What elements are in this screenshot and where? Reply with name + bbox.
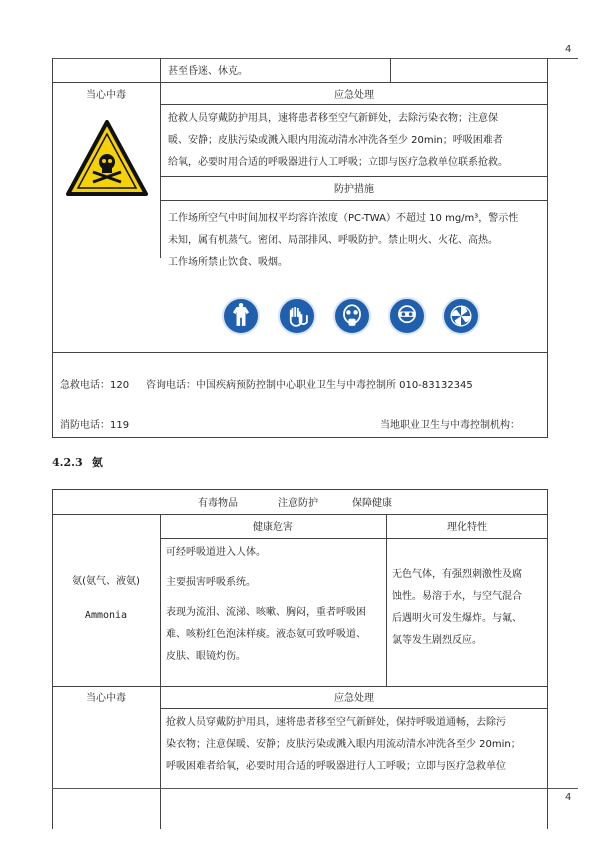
protect-header: 防护措施 xyxy=(334,184,374,195)
banner-health: 保障健康 xyxy=(352,498,392,509)
rule xyxy=(160,104,548,105)
emergency-text xyxy=(168,108,508,174)
banner-toxic: 有毒物品 xyxy=(198,498,238,509)
rule xyxy=(160,200,548,201)
health-line: 可经呼吸道进入人体。 xyxy=(166,547,266,558)
local-agency: 当地职业卫生与中毒控制机构： xyxy=(380,420,520,431)
protect-line: 工作场所禁止饮食、吸烟。 xyxy=(168,257,288,268)
health-line: 表现为流泪、流涕、咳嗽、胸闷，重者呼吸困 xyxy=(166,607,366,618)
props-text xyxy=(392,564,522,652)
page-number-bottom: 4 xyxy=(565,792,572,803)
health-header: 健康危害 xyxy=(253,522,293,533)
protect-text xyxy=(168,208,518,274)
section-title: 氨 xyxy=(91,456,103,469)
goggles-icon xyxy=(388,297,426,335)
health-line: 主要损害呼吸系统。 xyxy=(166,577,256,588)
props-header: 理化特性 xyxy=(447,522,487,533)
emergency-line: 呼吸困难者给氧，必要时用合适的呼吸器进行人工呼吸；立即与医疗急救单位 xyxy=(166,761,506,772)
fire-phone: 消防电话：119 xyxy=(60,420,130,431)
emergency-header-2: 应急处理 xyxy=(334,693,374,704)
props-line: 无色气体，有强烈刺激性及腐 xyxy=(392,569,522,580)
rule xyxy=(160,708,548,709)
col-divider xyxy=(160,514,161,829)
cont-text: 甚至昏迷、休克。 xyxy=(168,66,248,77)
protective-gloves-icon xyxy=(278,297,316,335)
prev-table-row-rule xyxy=(52,82,548,83)
health-text xyxy=(166,542,366,668)
protect-line: 工作场所空气中时间加权平均容许浓度（PC-TWA）不超过 10 mg/m³，警示性 xyxy=(168,213,519,224)
props-line: 氯等发生剧烈反应。 xyxy=(392,635,482,646)
col-divider xyxy=(386,514,387,686)
emergency-line: 染衣物；注意保暖、安静；皮肤污染或溅入眼内用流动清水冲洗各至少 20min； xyxy=(166,739,521,750)
rule xyxy=(160,538,548,539)
emergency-phone: 急救电话：120 xyxy=(60,380,130,391)
rule xyxy=(52,352,548,353)
health-line: 皮肤、眼镜灼伤。 xyxy=(166,651,246,662)
substance-name-cn: 氨(氨气、液氨) xyxy=(72,576,140,587)
consult-phone: 咨询电话：中国疾病预防控制中心职业卫生与中毒控制所 010-83132345 xyxy=(146,380,473,391)
footer-rule xyxy=(52,788,578,789)
spacer xyxy=(166,594,366,602)
ventilation-icon xyxy=(442,297,480,335)
page-number-top: 4 xyxy=(565,44,572,55)
emergency-line: 给氧，必要时用合适的呼吸器进行人工呼吸；立即与医疗急救单位联系抢救。 xyxy=(168,157,508,168)
emergency-line: 抢救人员穿戴防护用具，速将患者移至空气新鲜处，保持呼吸道通畅，去除污 xyxy=(166,717,506,728)
section-number: 4.2.3 xyxy=(52,456,83,469)
substance-name-en: Ammonia xyxy=(84,610,128,621)
toxic-warning-sign xyxy=(66,120,148,196)
skull-crossbones-icon xyxy=(66,120,148,196)
protective-suit-icon xyxy=(222,297,260,335)
caution-label: 当心中毒 xyxy=(86,90,126,101)
rule xyxy=(52,514,548,515)
gas-mask-icon xyxy=(333,297,371,335)
protect-line: 未知，属有机蒸气。密闭、局部排风、呼吸防护。禁止明火、火花、高热。 xyxy=(168,235,498,246)
emergency-line: 暖、安静；皮肤污染或溅入眼内用流动清水冲洗各至少 20min；呼吸困难者 xyxy=(168,135,503,146)
health-line: 难、咳粉红色泡沫样痰。液态氨可致呼吸道、 xyxy=(166,629,366,640)
emergency-text-2 xyxy=(166,712,521,778)
emergency-header: 应急处理 xyxy=(334,90,374,101)
emergency-line: 抢救人员穿戴防护用具，速将患者移至空气新鲜处，去除污染衣物；注意保 xyxy=(168,113,498,124)
banner-protect: 注意防护 xyxy=(278,498,318,509)
section-heading xyxy=(52,454,103,470)
caution-label-2: 当心中毒 xyxy=(86,693,126,704)
rule xyxy=(160,176,548,177)
prev-table-col-divider-2 xyxy=(390,58,391,82)
props-line: 后遇明火可发生爆炸。与氟、 xyxy=(392,613,522,624)
rule xyxy=(52,686,548,687)
props-line: 蚀性。易溶于水，与空气混合 xyxy=(392,591,522,602)
spacer xyxy=(166,564,366,572)
